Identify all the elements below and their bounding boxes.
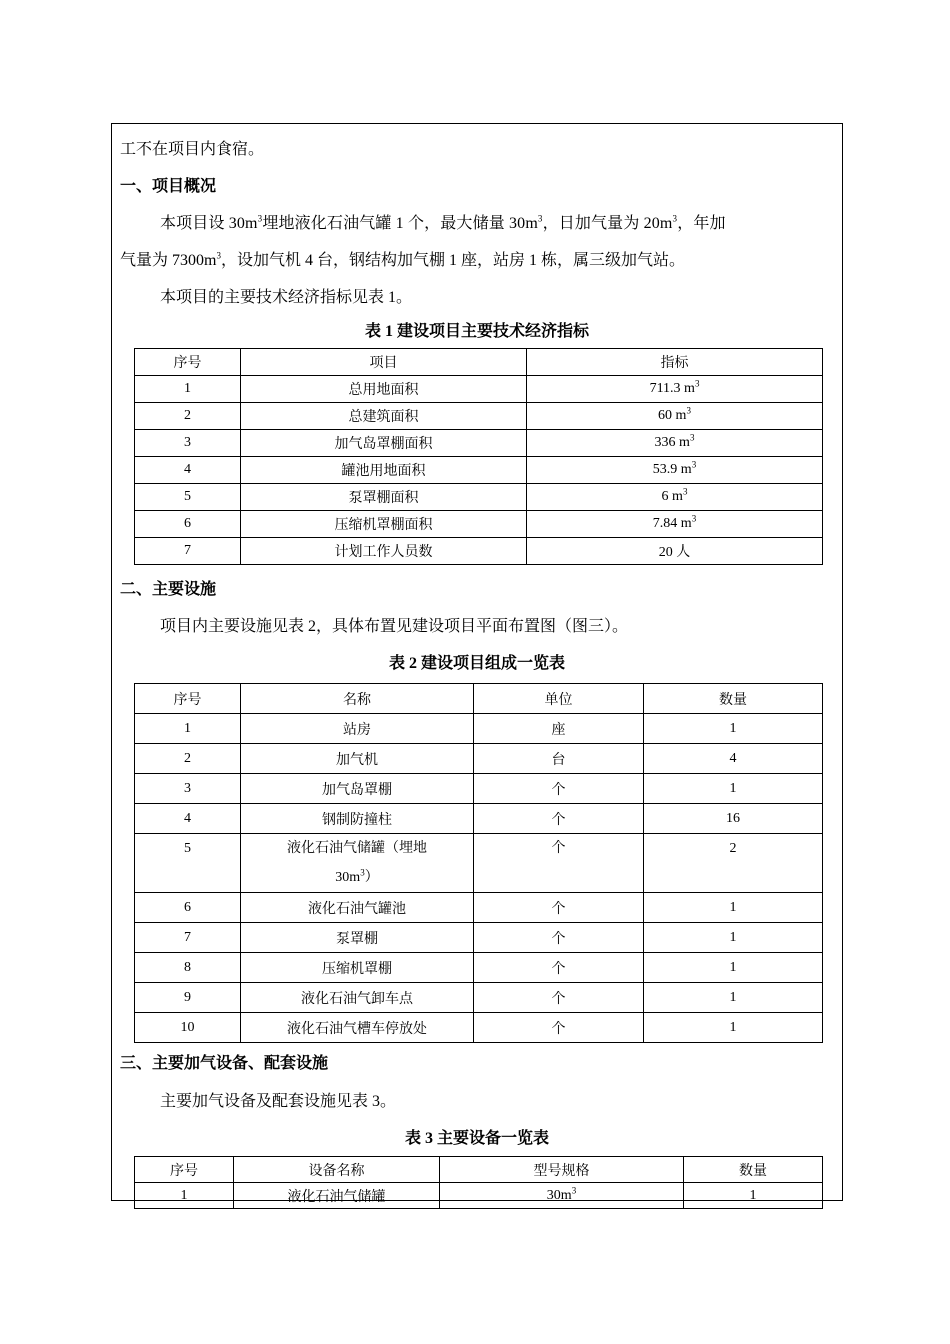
table2-cell-no: 2 [135,744,241,774]
table2-cell-qty: 1 [644,1013,823,1043]
table2-cell-qty: 4 [644,744,823,774]
table3-header-no: 序号 [135,1157,234,1183]
table3-header-spec: 型号规格 [440,1157,684,1183]
table3 [134,1156,823,1209]
table1-cell-value: 711.3 $m^3$ [527,376,823,403]
section3-heading: 三、主要加气设备、配套设施 [120,1055,329,1072]
table2-cell-name: 钢制防撞柱 [241,804,474,834]
table-row [135,923,823,953]
table1-cell-value: 20 人 [527,538,823,565]
table3-caption: 表 3 主要设备一览表 [404,1130,549,1147]
table2-header-qty: 数量 [644,684,823,714]
table-row [135,744,823,774]
table1-cell-value: 336 $m^3$ [527,430,823,457]
table1-cell-no: 6 [135,511,241,538]
table-row [135,834,823,893]
table2-cell-unit: 个 [474,893,644,923]
table2-cell-unit: 个 [474,774,644,804]
section3-para: 主要加气设备及配套设施见表 3。 [160,1093,397,1110]
table1-header-no: 序号 [135,349,241,376]
table2-cell-unit: 个 [474,923,644,953]
table1-cell-item: 泵罩棚面积 [241,484,527,511]
section1-para1: 本项目设 $30m^3$埋地液化石油气罐 1 个，最大储量 $30m^3$，日加气量为 $20m^3$，年加 [160,213,726,232]
table2-cell-name: 液化石油气储罐（埋地 $30m^3$） [241,834,474,893]
table1-cell-no: 5 [135,484,241,511]
section1-para3: 本项目的主要技术经济指标见表 1。 [160,289,413,306]
table1-cell-item: 加气岛罩棚面积 [241,430,527,457]
table2-cell-name: 泵罩棚 [241,923,474,953]
table-row [135,376,823,403]
table2-cell-no: 3 [135,774,241,804]
table2-cell-name: 液化石油气罐池 [241,893,474,923]
table3-cell-name: 液化石油气储罐 [234,1183,440,1209]
section2-heading: 二、主要设施 [120,581,217,598]
table2-cell-qty: 1 [644,893,823,923]
table1-cell-item: 压缩机罩棚面积 [241,511,527,538]
table2-cell-qty: 1 [644,983,823,1013]
document-frame [111,123,843,1205]
table2-cell-no: 6 [135,893,241,923]
table2-cell-no: 9 [135,983,241,1013]
table2-cell-no: 7 [135,923,241,953]
table1-cell-no: 3 [135,430,241,457]
table2 [134,683,823,1043]
table2-header-unit: 单位 [474,684,644,714]
table3-cell-qty: 1 [684,1183,823,1209]
table1-cell-no: 1 [135,376,241,403]
table2-cell-no: 4 [135,804,241,834]
table2-cell-qty: 1 [644,774,823,804]
table-row [135,983,823,1013]
table1-cell-item: 总建筑面积 [241,403,527,430]
table3-cell-spec: $30m^3$ [440,1183,684,1209]
table2-cell-name: 加气机 [241,744,474,774]
table1-cell-value: 60 $m^3$ [527,403,823,430]
table3-header-row [135,1157,823,1183]
table-row [135,1183,823,1209]
table2-cell-unit: 个 [474,1013,644,1043]
table1-header-value: 指标 [527,349,823,376]
table1-header-row [135,349,823,376]
table2-cell-qty: 2 [644,834,823,893]
table2-cell-qty: 1 [644,923,823,953]
table2-caption: 表 2 建设项目组成一览表 [388,655,565,672]
table1 [134,348,823,565]
table1-cell-item: 罐池用地面积 [241,457,527,484]
table2-cell-unit: 座 [474,714,644,744]
table2-header-no: 序号 [135,684,241,714]
table-row [135,511,823,538]
table-row [135,893,823,923]
table1-cell-item: 总用地面积 [241,376,527,403]
table2-cell-unit: 个 [474,804,644,834]
table2-cell-name: 液化石油气卸车点 [241,983,474,1013]
table-row [135,953,823,983]
table1-cell-item: 计划工作人员数 [241,538,527,565]
table-row [135,403,823,430]
table3-cell-no: 1 [135,1183,234,1209]
document-content [120,124,834,1209]
table1-cell-value: 53.9 $m^3$ [527,457,823,484]
table1-cell-no: 7 [135,538,241,565]
table2-cell-unit: 个 [474,834,644,893]
table1-header-item: 项目 [241,349,527,376]
table1-cell-no: 2 [135,403,241,430]
table2-cell-unit: 个 [474,953,644,983]
table2-cell-no: 10 [135,1013,241,1043]
section1-para2: 气量为 $7300m^3$，设加气机 4 台，钢结构加气棚 1 座，站房 1 栋，属三级加气站。 [120,250,685,269]
table1-cell-value: 7.84 $m^3$ [527,511,823,538]
table2-cell-name: 站房 [241,714,474,744]
table2-cell-qty: 1 [644,953,823,983]
table2-cell-qty: 1 [644,714,823,744]
table-row [135,484,823,511]
table-row [135,1013,823,1043]
table2-cell-name: 加气岛罩棚 [241,774,474,804]
table2-cell-name: 压缩机罩棚 [241,953,474,983]
table3-header-qty: 数量 [684,1157,823,1183]
table1-cell-value: 6 $m^3$ [527,484,823,511]
intro-line: 工不在项目内食宿。 [120,141,265,158]
table2-cell-unit: 个 [474,983,644,1013]
table2-header-name: 名称 [241,684,474,714]
table-row [135,430,823,457]
section1-heading: 一、项目概况 [120,178,217,195]
table1-cell-no: 4 [135,457,241,484]
table-row [135,714,823,744]
table-row [135,804,823,834]
table-row [135,457,823,484]
table3-header-name: 设备名称 [234,1157,440,1183]
section2-para: 项目内主要设施见表 2，具体布置见建设项目平面布置图（图三）。 [160,618,629,635]
table2-header-row [135,684,823,714]
table-row [135,538,823,565]
table-row [135,774,823,804]
table2-cell-no: 5 [135,834,241,893]
table2-cell-no: 1 [135,714,241,744]
table2-cell-unit: 台 [474,744,644,774]
table2-cell-name: 液化石油气槽车停放处 [241,1013,474,1043]
table2-cell-no: 8 [135,953,241,983]
table1-caption: 表 1 建设项目主要技术经济指标 [364,323,589,340]
table2-cell-qty: 16 [644,804,823,834]
